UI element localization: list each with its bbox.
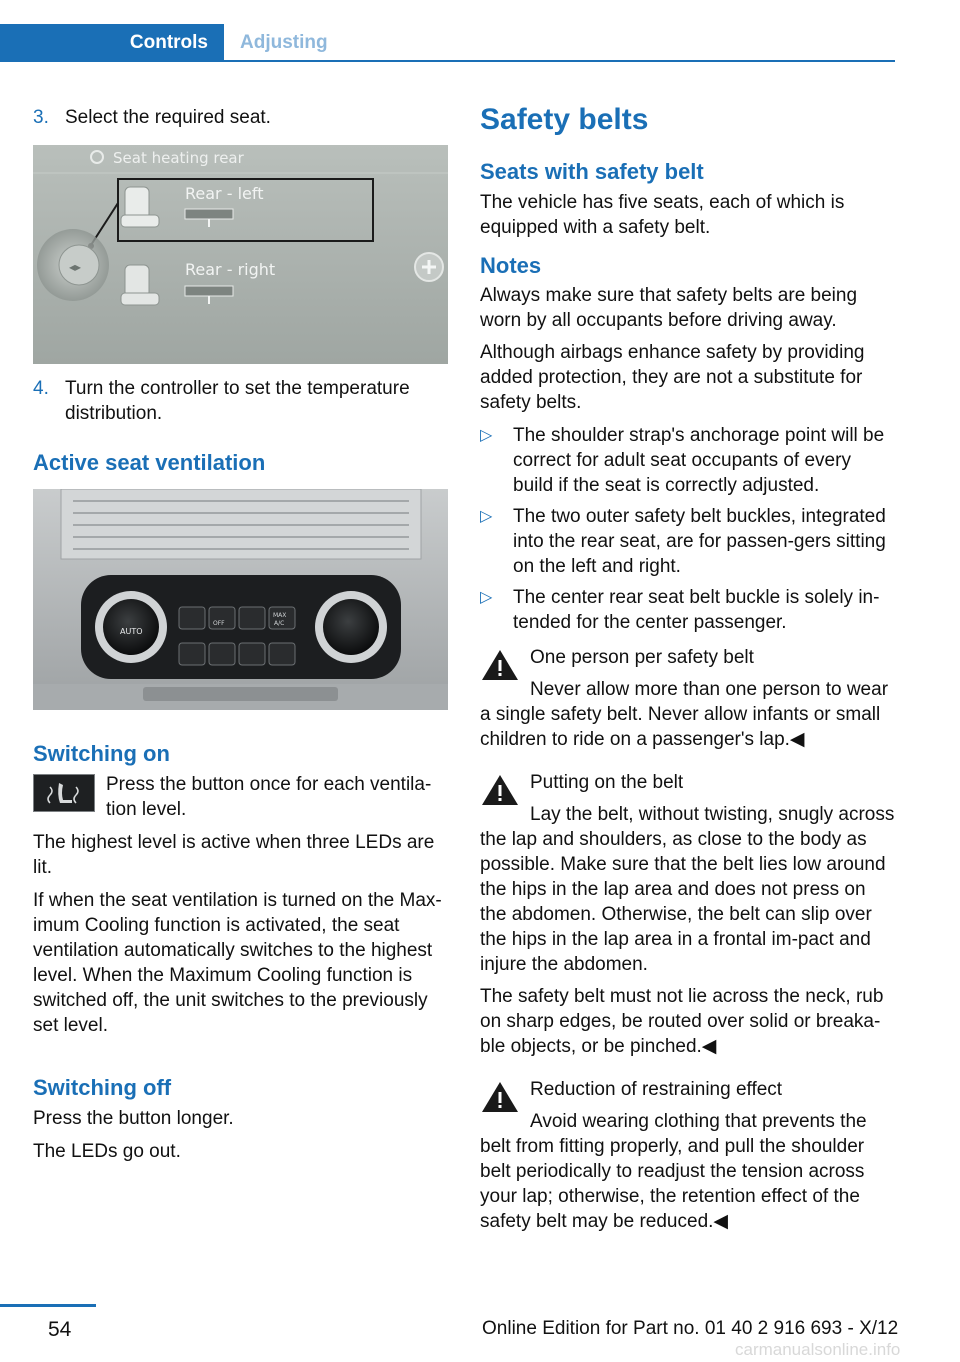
tab-controls[interactable]: Controls <box>0 24 224 62</box>
left-column <box>33 100 448 1164</box>
warning-title: Putting on the belt <box>530 772 684 793</box>
auto-label: AUTO <box>120 627 143 636</box>
seat-heating-screen-svg <box>33 145 448 364</box>
edition-note: Online Edition for Part no. 01 40 2 916 693 - X/12 <box>482 1318 899 1339</box>
warning-putting-on-belt <box>480 770 896 1059</box>
heading-safety-belts: Safety belts <box>480 103 649 136</box>
triangle-bullet-icon: ▷ <box>480 508 493 525</box>
step-number: 4. <box>33 378 49 399</box>
screen-item-rear-left: Rear - left <box>185 184 264 203</box>
step-number: 3. <box>33 107 49 128</box>
list-item: ▷ The center rear seat belt buckle is solely in‐tended for the center passenger. <box>480 587 880 633</box>
triangle-bullet-icon: ▷ <box>480 589 493 606</box>
triangle-bullet-icon: ▷ <box>480 427 493 444</box>
switching-on-text: Press the button once for each ventila‐tion level. <box>106 774 432 820</box>
ac-label: A/C <box>274 620 285 627</box>
heading-switching-on: Switching on <box>33 741 170 766</box>
warning-triangle-icon <box>480 647 520 683</box>
warning-restraining-effect <box>480 1077 896 1234</box>
climate-panel-svg <box>33 489 448 710</box>
heading-switching-off: Switching off <box>33 1075 172 1100</box>
list-item: ▷ The shoulder strap's anchorage point will be correct for adult seat occupants of every build if the seat is correctly adjusted. <box>480 425 885 496</box>
warning-title: One person per safety belt <box>530 647 754 668</box>
warning-one-person <box>480 645 896 752</box>
paragraph-notes-1: Always make sure that safety belts are being worn by all occupants before driving away. <box>480 285 858 331</box>
switching-off-text-1: Press the button longer. <box>33 1108 234 1129</box>
warning-triangle-icon <box>480 772 520 808</box>
off-label: OFF <box>213 620 225 627</box>
switching-on-block <box>33 772 448 822</box>
plus-icon <box>415 253 443 281</box>
notes-bullet-list <box>480 423 896 635</box>
svg-text:◂▸: ◂▸ <box>69 260 82 274</box>
watermark: carmanualsonline.info <box>735 1340 901 1359</box>
paragraph-max-cooling: If when the seat ventilation is turned on the Max‐imum Cooling function is activated, the seat ventilation automatically switches to the highest level. When the Maximum Cooling function is switched off, the unit switches to the previously set level. <box>33 890 442 1036</box>
warning-body-2: The safety belt must not lie across the neck, rub on sharp edges, be routed over solid or breaka‐ble objects, or be pinched.◀ <box>480 986 884 1057</box>
seat-heating-screen-image <box>33 145 448 364</box>
warning-title: Reduction of restraining effect <box>530 1079 783 1100</box>
heading-notes: Notes <box>480 253 542 278</box>
screen-item-rear-right: Rear - right <box>185 260 276 279</box>
page-number: 54 <box>48 1318 72 1341</box>
climate-panel-image <box>33 489 448 710</box>
warning-body: Lay the belt, without twisting, snugly across the lap and shoulders, as close to the body as possible. Make sure that the belt lies low around the hips in the lap area and does not press on the abdomen. Otherwise, the belt can slip over the hips in the lap area in a frontal im‐pact and injure the abdomen. <box>480 804 895 975</box>
warning-body: Avoid wearing clothing that prevents the belt from fitting properly, and pull the shoulder belt periodically to readjust the tension across your lap; otherwise, the retention effect of the safety belt may be reduced.◀ <box>480 1111 867 1232</box>
tab-adjusting[interactable]: Adjusting <box>240 32 328 53</box>
paragraph-highest-level: The highest level is active when three LEDs are lit. <box>33 832 435 878</box>
step-4 <box>33 376 448 426</box>
heading-active-seat-ventilation: Active seat ventilation <box>33 450 266 475</box>
heading-seats-with-safety-belt: Seats with safety belt <box>480 159 704 184</box>
max-label: MAX <box>273 612 287 619</box>
footer-rule <box>0 1304 96 1307</box>
step-text: Select the required seat. <box>65 107 271 128</box>
screen-title: Seat heating rear <box>113 149 244 167</box>
right-column <box>480 100 896 1234</box>
step-3 <box>33 105 448 130</box>
paragraph-seats: The vehicle has five seats, each of which is equipped with a safety belt. <box>480 192 845 238</box>
page-header <box>0 24 895 62</box>
paragraph-notes-2: Although airbags enhance safety by providing added protection, they are not a substitute for safety belts. <box>480 342 865 413</box>
warning-body: Never allow more than one person to wear a single safety belt. Never allow infants or small children to ride on a passenger's lap.◀ <box>480 679 889 750</box>
seat-ventilation-button-icon <box>33 774 95 812</box>
step-text: Turn the controller to set the temperature distribution. <box>65 378 410 424</box>
list-item: ▷ The two outer safety belt buckles, integrated into the rear seat, are for passen‐gers sitting on the left and right. <box>480 506 886 577</box>
switching-off-text-2: The LEDs go out. <box>33 1141 181 1162</box>
right-dial[interactable] <box>323 599 379 655</box>
controller-knob <box>37 229 109 301</box>
warning-triangle-icon <box>480 1079 520 1115</box>
